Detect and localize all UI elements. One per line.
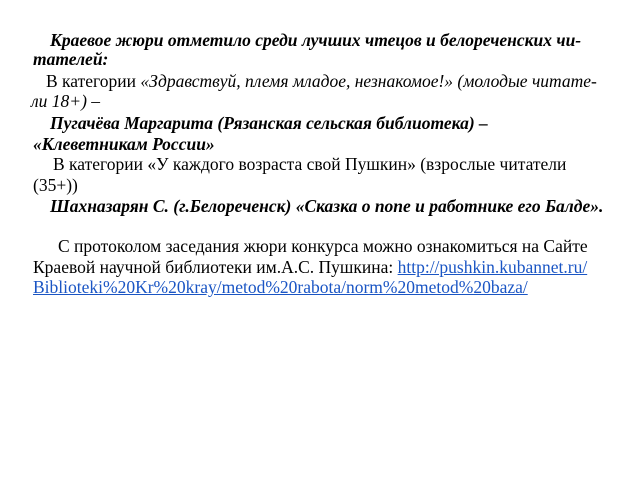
protocol-line3 — [33, 277, 528, 297]
winner-young-line2: «Клеветникам России» — [33, 134, 215, 154]
category-young-line2: ли 18+) – — [31, 91, 101, 111]
winner-young-line1: Пугачёва Маргарита (Рязанская сельская библиотека) – — [50, 113, 488, 133]
category-young-title: «Здравствуй, племя младое, незнакомое!» (молодые читате- — [140, 71, 597, 91]
pushkin-library-link-part2[interactable]: Biblioteki%20Kr%20kray/metod%20rabota/norm%20metod%20baza/ — [33, 277, 528, 297]
category-adult-line1: В категории «У каждого возраста свой Пушкин» (взрослые читатели — [53, 154, 567, 174]
jury-intro-line2: тателей: — [33, 49, 109, 69]
jury-intro-line1: Краевое жюри отметило среди лучших чтецов и белореченских чи- — [50, 30, 582, 50]
pushkin-library-link-part1[interactable]: http://pushkin.kubannet.ru/ — [397, 257, 588, 277]
winner-adult-line1: Шахназарян С. (г.Белореченск) «Сказка о попе и работнике его Балде». — [50, 196, 604, 216]
category-young-prefix: В категории — [46, 71, 141, 91]
protocol-line2 — [33, 257, 587, 277]
category-adult-line2: (35+)) — [33, 175, 78, 195]
protocol-line1: С протоколом заседания жюри конкурса можно ознакомиться на Сайте — [58, 236, 588, 256]
protocol-text: Краевой научной библиотеки им.А.С. Пушкина: — [33, 257, 398, 277]
category-young-line1 — [46, 71, 597, 91]
